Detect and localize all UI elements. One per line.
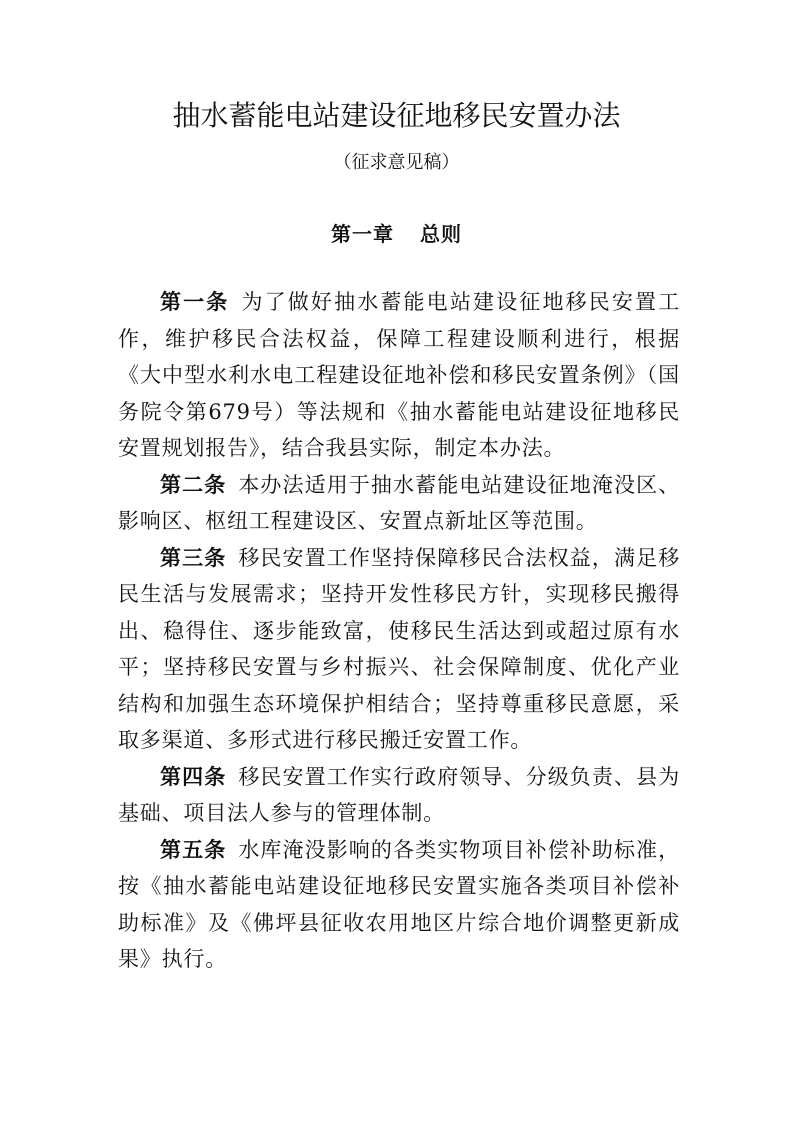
- article-number: 第三条: [160, 545, 227, 570]
- chapter-number: 第一章: [331, 222, 394, 246]
- chapter-heading: [0, 219, 793, 249]
- article-text: 为了做好抽水蓄能电站建设征地移民安置工作，维护移民合法权益，保障工程建设顺利进行，根据《大中型水利水电工程建设征地补偿和移民安置条例》（国务院令第679号）等法规和《抽水蓄能电站建设征地移民安置规划报告》，结合我县实际，制定本办法。: [118, 290, 681, 460]
- article-text: 水库淹没影响的各类实物项目补偿补助标准，按《抽水蓄能电站建设征地移民安置实施各类项目补偿补助标准》及《佛坪县征收农用地区片综合地价调整更新成果》执行。: [118, 837, 681, 971]
- article-number: 第五条: [160, 837, 227, 862]
- article-text: 移民安置工作坚持保障移民合法权益，满足移民生活与发展需求；坚持开发性移民方针，实现移民搬得出、稳得住、逐步能致富，使移民生活达到或超过原有水平；坚持移民安置与乡村振兴、社会保障制度、优化产业结构和加强生态环境保护相结合；坚持尊重移民意愿，采取多渠道、多形式进行移民搬迁安置工作。: [118, 545, 681, 752]
- article-4: [118, 759, 680, 832]
- article-5: [118, 832, 680, 978]
- article-text: 本办法适用于抽水蓄能电站建设征地淹没区、影响区、枢纽工程建设区、安置点新址区等范围。: [118, 472, 681, 533]
- document-subtitle: （征求意见稿）: [333, 152, 460, 173]
- article-1: [118, 284, 680, 467]
- article-number: 第一条: [160, 290, 230, 314]
- article-number: 第四条: [160, 764, 227, 789]
- article-2: [118, 467, 680, 540]
- article-number: 第二条: [160, 472, 227, 497]
- document-title: 抽水蓄能电站建设征地移民安置办法: [172, 99, 621, 132]
- article-text: 移民安置工作实行政府领导、分级负责、县为基础、项目法人参与的管理体制。: [118, 764, 681, 825]
- document-body: [118, 284, 680, 978]
- chapter-name: 总则: [420, 222, 462, 246]
- article-3: [118, 540, 680, 759]
